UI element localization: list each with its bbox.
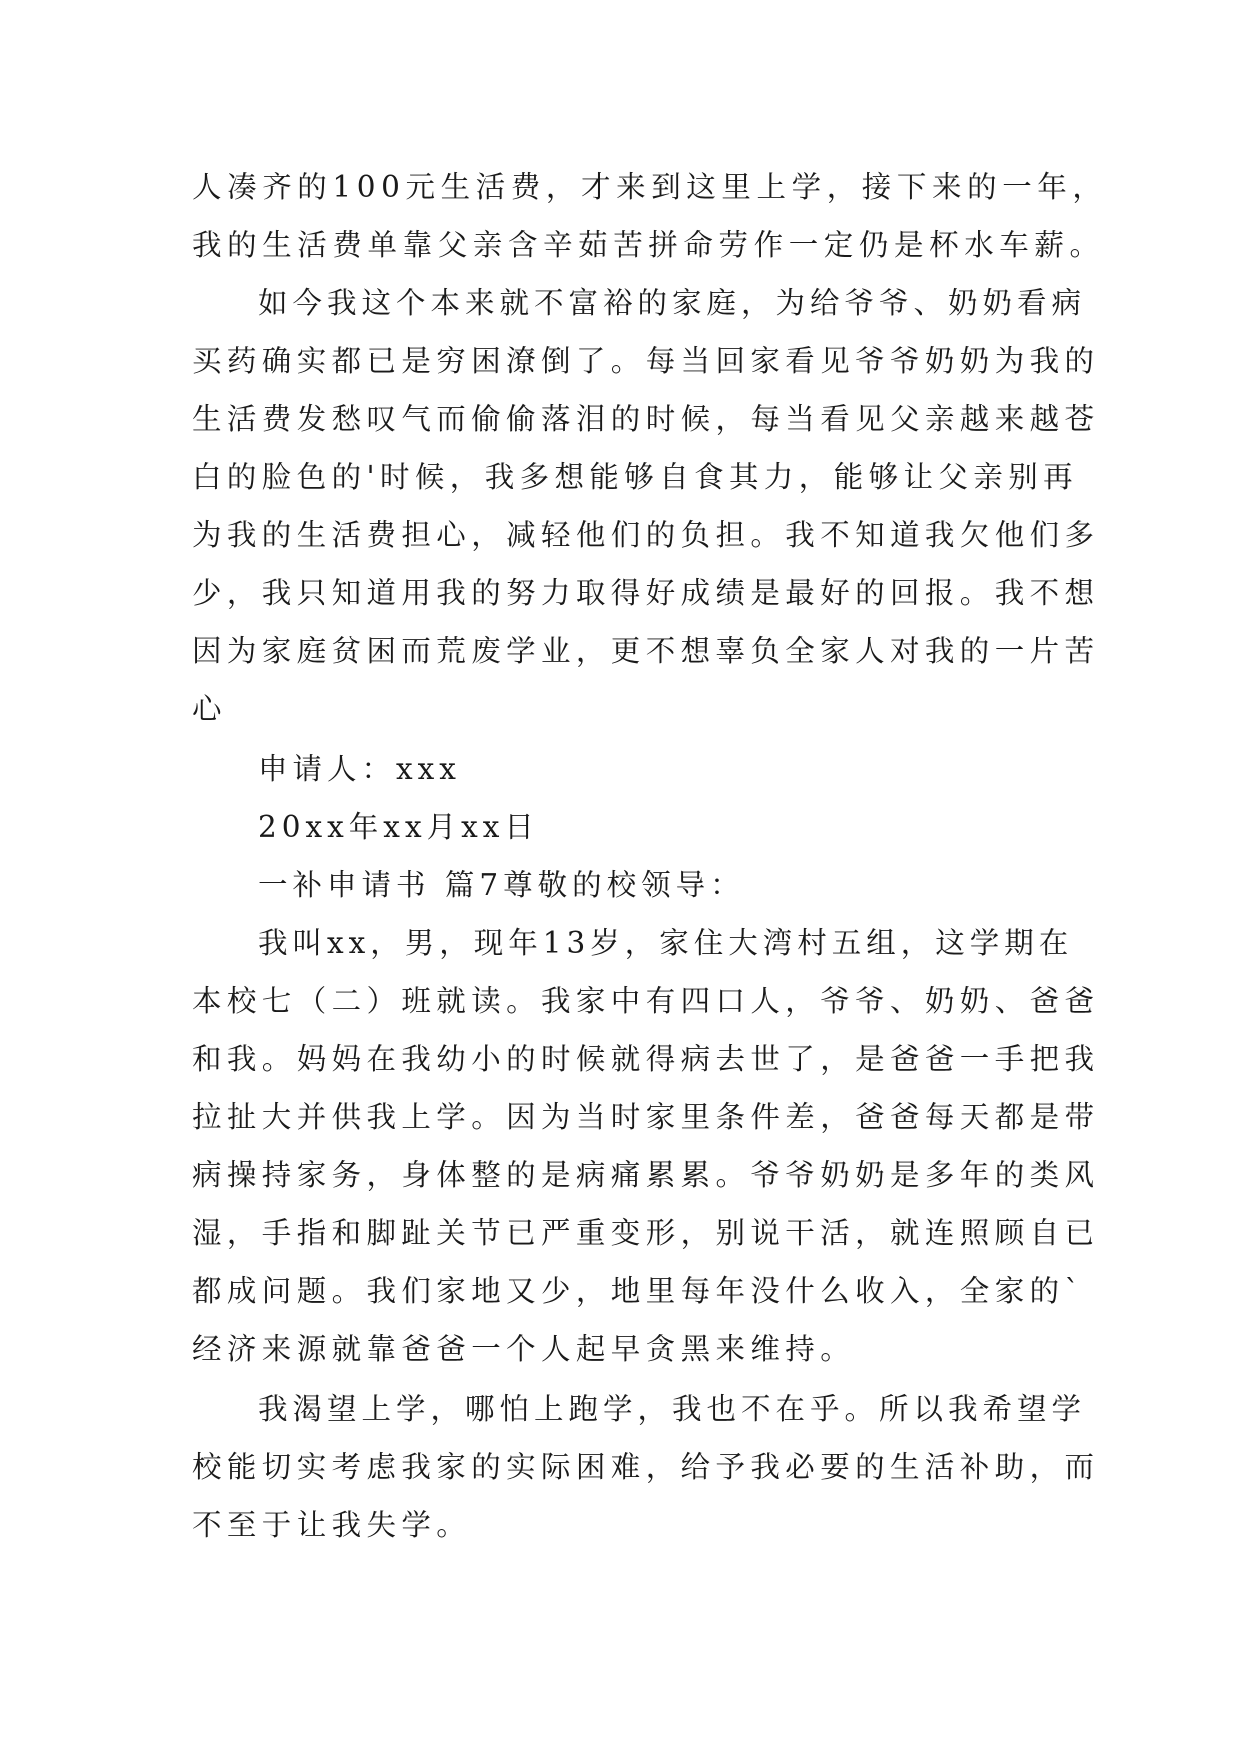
text-line: 拉扯大并供我上学。因为当时家里条件差，爸爸每天都是带 [192,1100,1100,1134]
paragraph-first-line: 我渴望上学，哪怕上跑学，我也不在乎。所以我希望学 [258,1392,1087,1426]
text-line: 生活费发愁叹气而偷偷落泪的时候，每当看见父亲越来越苍 [192,402,1100,436]
text-line: 湿，手指和脚趾关节已严重变形，别说干活，就连照顾自已 [192,1216,1100,1250]
text-line: 为我的生活费担心，减轻他们的负担。我不知道我欠他们多 [192,518,1100,552]
text-line: 和我。妈妈在我幼小的时候就得病去世了，是爸爸一手把我 [192,1042,1100,1076]
section-heading: 一补申请书 篇7尊敬的校领导： [258,868,745,902]
text-line: 人凑齐的100元生活费，才来到这里上学，接下来的一年， [192,170,1108,204]
text-line: 病操持家务，身体整的是病痛累累。爷爷奶奶是多年的类风 [192,1158,1100,1192]
text-line: 白的脸色的'时候，我多想能够自食其力，能够让父亲别再 [192,460,1079,494]
text-line: 都成问题。我们家地又少，地里每年没什么收入，全家的` [192,1274,1085,1308]
text-line: 因为家庭贫困而荒废学业，更不想辜负全家人对我的一片苦 [192,634,1100,668]
text-line: 校能切实考虑我家的实际困难，给予我必要的生活补助，而 [192,1450,1100,1484]
text-line: 不至于让我失学。 [192,1508,472,1542]
date-line: 20xx年xx月xx日 [258,810,539,844]
text-line: 心 [192,692,227,726]
text-line: 少，我只知道用我的努力取得好成绩是最好的回报。我不想 [192,576,1100,610]
text-line: 本校七（二）班就读。我家中有四口人，爷爷、奶奶、爸爸 [192,984,1100,1018]
paragraph-first-line: 如今我这个本来就不富裕的家庭，为给爷爷、奶奶看病 [258,286,1087,320]
paragraph-first-line: 我叫xx，男，现年13岁，家住大湾村五组，这学期在 [258,926,1074,960]
text-line: 经济来源就靠爸爸一个人起早贪黑来维持。 [192,1332,856,1366]
applicant-line: 申请人：xxx [258,752,461,786]
text-line: 买药确实都已是穷困潦倒了。每当回家看见爷爷奶奶为我的 [192,344,1100,378]
text-line: 我的生活费单靠父亲含辛茹苦拼命劳作一定仍是杯水车薪。 [192,228,1105,262]
